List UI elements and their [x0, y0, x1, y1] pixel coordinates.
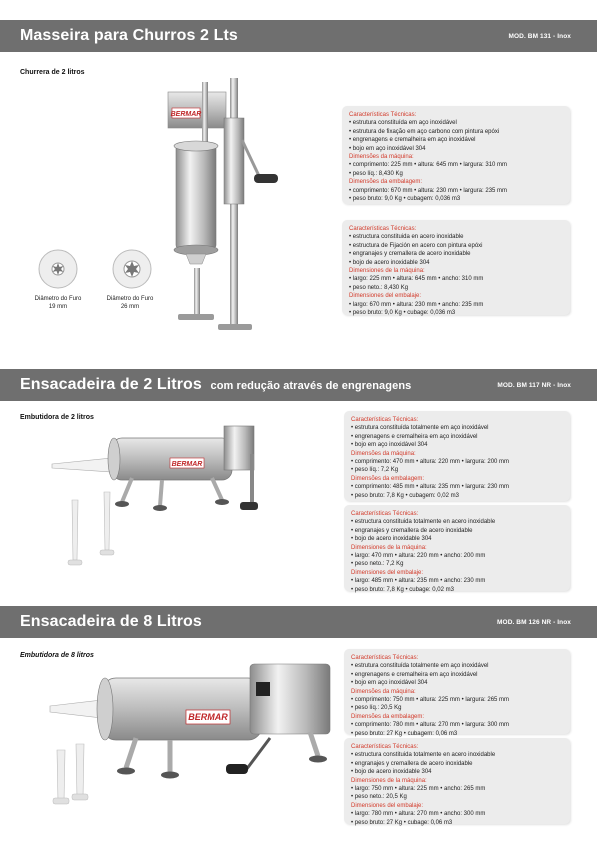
spec-line: • bojo em aço inoxidável 304	[351, 680, 428, 687]
section-header-ensacadeira-8l	[0, 606, 597, 638]
spec-heading: Características Técnicas:	[351, 511, 419, 517]
model-code: MOD. BM 126 NR - Inox	[497, 618, 571, 626]
spec-heading: Dimensiones del embalaje:	[349, 293, 422, 300]
brand-logo: BERMAR	[171, 461, 203, 468]
spec-line: • bojo em aço inoxidável 304	[349, 145, 426, 152]
spec-line: • largo: 225 mm • altura: 645 mm • ancho: 310 mm	[349, 276, 484, 283]
specs-box-pt	[342, 106, 570, 204]
specs-box-pt	[344, 411, 570, 501]
spec-heading: Características Técnicas:	[351, 655, 419, 661]
spec-heading: Dimensiones de la máquina:	[351, 544, 427, 551]
spec-line: • peso bruto: 7,8 Kg • cubagem: 0,02 m3	[351, 492, 459, 499]
spec-heading: Dimensões da embalagem:	[351, 713, 425, 720]
spec-line: • largo: 780 mm • altura: 270 mm • ancho: 300 mm	[351, 811, 486, 818]
spec-line: • estructura constituida en acero inoxidable	[349, 234, 464, 241]
brand-logo: BERMAR	[188, 712, 228, 722]
spec-heading: Dimensões da máquina:	[351, 450, 416, 457]
specs-box-es	[342, 220, 570, 315]
section-header-ensacadeira-2l	[0, 369, 597, 401]
spec-line: • engrenagens e cremalheira em aço inoxidável	[349, 137, 476, 144]
title-main: Ensacadeira de 2 Litros	[20, 376, 202, 393]
title-subtitle: com redução através de engrenagens	[210, 380, 412, 392]
sausage-filler-2l-image	[52, 420, 272, 580]
section-title: Masseira para Churros 2 Lts	[20, 27, 238, 44]
nozzle-26mm-image	[111, 248, 153, 290]
spec-line: • comprimento: 670 mm • altura: 230 mm • largura: 235 mm	[349, 187, 508, 194]
caption-text: Diâmetro do Furo 19 mm	[34, 296, 82, 310]
spec-heading: Características Técnicas:	[351, 744, 419, 750]
spec-line: • estructura de Fijación en acero con pintura epóxi	[349, 242, 483, 249]
spec-line: • comprimento: 470 mm • altura: 220 mm • largura: 200 mm	[351, 459, 510, 466]
spec-heading: Dimensiones del embalaje:	[351, 569, 424, 576]
product-label: Embutidora de 8 litros	[20, 652, 94, 659]
spec-line: • largo: 485 mm • altura: 235 mm • ancho: 230 mm	[351, 578, 486, 585]
spec-line: • engrenagens e cremalheira em aço inoxidável	[351, 671, 478, 678]
spec-line: • peso líq.: 20,5 Kg	[351, 705, 402, 712]
spec-line: • comprimento: 225 mm • altura: 645 mm • largura: 310 mm	[349, 162, 508, 169]
churros-machine-image	[150, 78, 290, 340]
spec-line: • engranajes y cremallera de acero inoxidable	[349, 251, 471, 258]
spec-line: • peso neto.: 8,430 Kg	[349, 284, 409, 291]
model-code: MOD. BM 117 NR - Inox	[497, 381, 571, 389]
specs-box-es	[344, 505, 570, 591]
spec-line: • engrenagens e cremalheira em aço inoxidável	[351, 433, 478, 440]
spec-heading: Características Técnicas:	[349, 226, 417, 232]
spec-line: • comprimento: 485 mm • altura: 235 mm • largura: 230 mm	[351, 484, 510, 491]
spec-heading: Dimensões da máquina:	[349, 154, 414, 161]
spec-line: • bojo de acero inoxidable 304	[349, 259, 430, 266]
spec-line: • peso bruto: 27 Kg • cubage: 0,06 m3	[351, 819, 453, 826]
spec-heading: Características Técnicas:	[349, 112, 417, 118]
spec-heading: Dimensões da embalagem:	[349, 179, 423, 186]
spec-line: • estructura constituida totalmente en acero inoxidable	[351, 519, 496, 526]
specs-box-pt	[344, 649, 570, 737]
product-label: Embutidora de 2 litros	[20, 414, 94, 421]
nozzle-caption-19	[26, 296, 90, 311]
section-header-churros	[0, 20, 597, 52]
spec-line: • peso líq.: 7,2 Kg	[351, 467, 399, 474]
spec-heading: Dimensões da máquina:	[351, 688, 416, 695]
spec-line: • peso bruto: 9,0 Kg • cubage: 0,036 m3	[349, 310, 456, 317]
spec-line: • estrutura constituída totalmente em aço inoxidável	[351, 425, 489, 432]
section-title	[0, 376, 411, 394]
brand-logo: BERMAR	[170, 111, 202, 118]
sausage-filler-8l-image	[50, 660, 335, 810]
spec-heading: Dimensiones del embalaje:	[351, 802, 424, 809]
section-title: Ensacadeira de 8 Litros	[20, 613, 202, 630]
spec-line: • bojo em aço inoxidável 304	[351, 442, 428, 449]
spec-line: • peso bruto: 7,8 Kg • cubage: 0,02 m3	[351, 586, 454, 593]
spec-line: • comprimento: 750 mm • altura: 225 mm • largura: 265 mm	[351, 697, 510, 704]
nozzle-caption-26	[98, 296, 162, 311]
spec-line: • engranajes y cremallera de acero inoxidable	[351, 760, 473, 767]
spec-line: • comprimento: 780 mm • altura: 270 mm • largura: 300 mm	[351, 722, 510, 729]
spec-line: • estrutura de fixação em aço carbono com pintura epóxi	[349, 128, 500, 135]
spec-line: • bojo de acero inoxidable 304	[351, 536, 432, 543]
model-code: MOD. BM 131 - Inox	[508, 32, 571, 40]
spec-line: • peso líq.: 8,430 Kg	[349, 170, 403, 177]
spec-line: • estrutura constituída em aço inoxidável	[349, 120, 457, 127]
nozzle-19mm-image	[37, 248, 79, 290]
spec-line: • largo: 670 mm • altura: 230 mm • ancho: 235 mm	[349, 301, 484, 308]
spec-line: • peso bruto: 27 Kg • cubagem: 0,06 m3	[351, 730, 458, 737]
spec-line: • peso neto.: 20,5 Kg	[351, 794, 407, 801]
spec-line: • bojo de acero inoxidable 304	[351, 769, 432, 776]
spec-line: • peso bruto: 9,0 Kg • cubagem: 0,036 m3	[349, 196, 461, 203]
spec-line: • peso neto.: 7,2 Kg	[351, 561, 404, 568]
specs-box-es	[344, 738, 570, 824]
caption-text: Diâmetro do Furo 26 mm	[106, 296, 154, 310]
product-label: Churrera de 2 litros	[20, 69, 85, 76]
spec-line: • largo: 750 mm • altura: 225 mm • ancho: 265 mm	[351, 786, 486, 793]
spec-line: • largo: 470 mm • altura: 220 mm • ancho: 200 mm	[351, 553, 486, 560]
spec-heading: Características Técnicas:	[351, 417, 419, 423]
spec-heading: Dimensiones de la máquina:	[349, 268, 425, 275]
spec-line: • estrutura constituída totalmente em aço inoxidável	[351, 663, 489, 670]
spec-heading: Dimensiones de la máquina:	[351, 777, 427, 784]
spec-heading: Dimensões da embalagem:	[351, 475, 425, 482]
spec-line: • estructura constituida totalmente en acero inoxidable	[351, 752, 496, 759]
spec-line: • engranajes y cremallera de acero inoxidable	[351, 527, 473, 534]
